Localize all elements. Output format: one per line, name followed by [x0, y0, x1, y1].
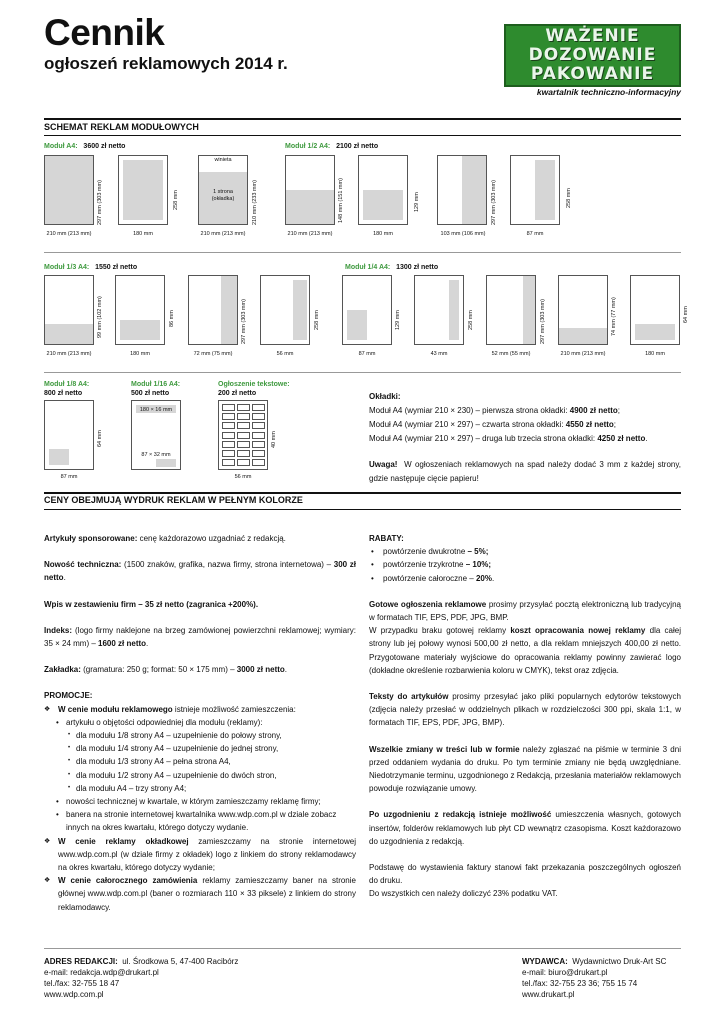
mod-eighth-name: Moduł 1/8 A4:: [44, 381, 90, 388]
rabat-text: powtórzenie całoroczne –: [383, 573, 476, 583]
rabat-value: – 5%;: [467, 547, 489, 557]
mod-text-name: Ogłoszenie tekstowe:: [218, 381, 290, 388]
sponsorowane-text: cenę każdorazowo uzgadniać z redakcją.: [137, 534, 286, 543]
dim-label: 103 mm (106 mm): [440, 231, 486, 237]
diagram-quarter-c: [486, 275, 536, 345]
footer-addr: ul. Środkowa 5, 47-400 Racibórz: [122, 957, 239, 966]
divider: [44, 509, 681, 510]
mod-half-label: [285, 142, 378, 151]
text-ad-slot: [237, 459, 250, 466]
diagram-third-h: [44, 275, 94, 345]
teksty: [369, 690, 681, 730]
promo-sub-3-cont: innych na okres kwartału, którego dotyczy wydanie.: [66, 823, 249, 833]
diagram-fill: [45, 324, 93, 344]
divider: [44, 135, 681, 136]
mod-quarter-label: [345, 263, 438, 272]
promocje-item-2: [44, 835, 356, 875]
dim-label: 148 mm (151 mm): [338, 178, 344, 223]
dim-label: 64 mm: [683, 306, 689, 323]
rabat-text: powtórzenie trzykrotne: [383, 560, 466, 570]
rabat-item: [369, 558, 681, 571]
text-ad-slot: [252, 459, 265, 466]
indeks-price: 1600 zł netto: [98, 639, 147, 649]
winieta-label: winieta: [214, 157, 232, 163]
rabat-value: 20%: [475, 573, 492, 583]
promo-label: W cenie całorocznego zamówienia: [58, 876, 198, 886]
mod-third-price: 1550 zł netto: [95, 264, 138, 271]
footer-label: ADRES REDAKCJI:: [44, 957, 118, 966]
dim-label: 72 mm (75 mm): [193, 351, 233, 357]
gotowe-text: W przypadku braku gotowej reklamy: [369, 626, 511, 636]
dim-label: 210 mm (213 mm): [287, 231, 333, 237]
promo-sub-2: • nowości technicznej w kwartale, w którym zamieszczamy reklamę firmy;: [44, 795, 356, 808]
dim-label: 56 mm: [234, 474, 252, 480]
diagram-third-v: [188, 275, 238, 345]
text-ad-slot: [237, 441, 250, 448]
footer-publisher: [522, 956, 692, 967]
text-ad-slot: [252, 404, 265, 411]
dim-label: 210 mm (213 mm): [46, 231, 92, 237]
text-ad-slot: [222, 432, 235, 439]
rabat-text: powtórzenie dwukrotne: [383, 547, 468, 557]
diagram-fill: [293, 280, 307, 340]
diagram-fill: [123, 160, 163, 220]
indeks: [44, 624, 356, 650]
divider: [44, 118, 681, 120]
diagram-fill: [449, 280, 459, 340]
teksty-text: prosimy przesyłać jako pliki popularnych edytorów tekstowych (zdjęcia należy przesłać w oddzielnych plikach w rozdzielczości 300 ppi, skala 1:1, w formatach TIF, EPS, PDF, JPG, BMP).: [369, 692, 681, 728]
divider: [44, 492, 681, 494]
text-ad-slot: [222, 413, 235, 420]
footer-email[interactable]: e-mail: biuro@drukart.pl: [522, 968, 608, 977]
mod-third-label: [44, 263, 137, 272]
promo-subitem: • dla modułu 1/4 strony A4 – uzupełnienie do jednej strony,: [44, 742, 356, 755]
diagram-a4-net: [118, 155, 168, 225]
gotowe-1: [369, 598, 681, 624]
text-ad-slot: [237, 450, 250, 457]
diagram-fill: [462, 156, 486, 224]
diagram-fill: [559, 328, 607, 344]
okladki-price: 4900 zł netto: [569, 406, 618, 415]
promo-text: istnieje możliwość zamieszczenia:: [172, 704, 296, 714]
nowosc: [44, 558, 356, 584]
gotowe-bold: koszt opracowania nowej reklamy: [510, 626, 646, 636]
promo-sub-3: • banera na stronie internetowej kwartalnika www.wdp.com.pl w dziale zobacz: [44, 808, 356, 821]
zakladka-price: 3000 zł netto: [236, 665, 285, 675]
faktura: Podstawę do wystawienia faktury stanowi fakt przekazania poszczególnych ogłoszeń do druku.: [369, 863, 681, 886]
dim-label: 297 mm (303 mm): [491, 180, 497, 225]
rabat-item: [369, 572, 681, 585]
mod-a4-label: [44, 142, 125, 151]
mod-third-name: Moduł 1/3 A4:: [44, 264, 90, 271]
okladki-price: 4550 zł netto: [565, 420, 614, 429]
zmiany-label: Wszelkie zmiany w treści lub w formie: [369, 744, 520, 754]
mod-a4-price: 3600 zł netto: [83, 143, 126, 150]
indeks-label: Indeks:: [44, 625, 73, 635]
zakladka: [44, 663, 356, 676]
diagram-fill: [535, 160, 555, 220]
text-ad-slot: [237, 413, 250, 420]
mod-sixteenth-name: Moduł 1/16 A4:: [131, 381, 181, 388]
dim-label: 87 mm: [526, 231, 544, 237]
uzgodnienie-text: umieszczenia własnych, gotowych insertów, folderów reklamowych lub płyt CD wewnątrz czasopisma. Koszt każdorazowo do uzgodnienia z redakcją.: [369, 810, 681, 846]
kolor-title: CENY OBEJMUJĄ WYDRUK REKLAM W PEŁNYM KOLORZE: [44, 495, 303, 505]
diagram-fill: [45, 156, 93, 224]
nowosc-price: 300 zł netto: [44, 560, 357, 583]
dim-label: 74 mm (77 mm): [611, 297, 617, 336]
footer-redakcja: [44, 956, 364, 1000]
rabaty-title: RABATY:: [369, 534, 404, 543]
vat: Do wszystkich cen należy doliczyć 23% podatku VAT.: [369, 889, 558, 899]
okladki-block: [369, 390, 681, 486]
dim-label: 43 mm: [430, 351, 448, 357]
page-subtitle: ogłoszeń reklamowych 2014 r.: [44, 54, 288, 73]
indeks-end: .: [146, 639, 149, 649]
dim-label: 210 mm (213 mm): [560, 351, 606, 357]
diagram-half-v: [437, 155, 487, 225]
diagram-half-v-net: [510, 155, 560, 225]
diagram-third-h-net: [115, 275, 165, 345]
mod-sixteenth-price: 500 zł netto: [131, 390, 170, 397]
nowosc-label: Nowość techniczna:: [44, 560, 122, 570]
mod-text-label: [218, 380, 318, 398]
dim-label: 87 mm: [60, 474, 78, 480]
uzgodnienie: [369, 808, 681, 848]
divider: [44, 372, 681, 373]
dim-label: 180 mm: [373, 231, 393, 237]
footer-tel: tel./fax: 32-755 18 47: [44, 979, 120, 988]
schemat-title: SCHEMAT REKLAM MODUŁOWYCH: [44, 122, 199, 132]
footer-email[interactable]: e-mail: redakcja.wdp@drukart.pl: [44, 968, 159, 977]
dim-label: 99 mm (102 mm): [97, 296, 103, 338]
footer-wydawca: [522, 956, 692, 1000]
dim-label: 40 mm: [271, 431, 277, 448]
text-ad-slot: [237, 432, 250, 439]
text-ad-slot: [252, 422, 265, 429]
diagram-text-ads: [218, 400, 268, 470]
zakladka-end: .: [284, 665, 288, 675]
nowosc-text: (1500 znaków, grafika, nazwa firmy, strona internetowa) –: [121, 560, 334, 570]
zakladka-text: (gramatura: 250 g; format: 50 × 175 mm) –: [80, 665, 237, 675]
page-title: Cennik: [44, 12, 165, 53]
promo-subitem: • dla modułu 1/2 strony A4 – uzupełnienie do dwóch stron,: [44, 769, 356, 782]
mod-half-name: Moduł 1/2 A4:: [285, 143, 331, 150]
dim-label: 258 mm: [314, 310, 320, 330]
text-ad-slot: [222, 459, 235, 466]
okladki-end: .: [645, 434, 648, 443]
promocje-title: PROMOCJE:: [44, 691, 93, 701]
okladki-end: ;: [617, 406, 621, 415]
promocje-item-1: [44, 703, 356, 716]
mod-half-price: 2100 zł netto: [336, 143, 379, 150]
diagram-third-v-net: [260, 275, 310, 345]
dim-label: 297 mm (303 mm): [241, 299, 247, 344]
dim-label: 258 mm: [468, 310, 474, 330]
right-column: [369, 532, 681, 901]
diagram-half-net: [358, 155, 408, 225]
promo-subitem: • dla modułu 1/8 strony A4 – uzupełnienie do połowy strony,: [44, 729, 356, 742]
text-ad-slot: [252, 450, 265, 457]
mod-eighth-label: [44, 380, 114, 398]
mod-text-price: 200 zł netto: [218, 390, 257, 397]
wpis: Wpis w zestawieniu firm – 35 zł netto (zagranica +200%).: [44, 599, 259, 609]
promo-text: zamieszczamy na stronie internetowej www.wdp.com.pl (w dziale firmy z okładek) logo z linkiem do strony reklamodawcy na okres kwartału, którego dotyczy wydanie;: [58, 836, 357, 873]
dim-label: 210 mm (213 mm): [46, 351, 92, 357]
sponsorowane-label: Artykuły sponsorowane:: [44, 534, 138, 543]
gotowe-2: [369, 624, 681, 677]
okladki-line-1: [369, 404, 681, 418]
dim-label: 180 mm: [130, 351, 150, 357]
zmiany: [369, 743, 681, 796]
strona-label: 1 strona (okładka): [211, 189, 235, 202]
diagram-fill: [156, 459, 176, 467]
dim-label: 86 mm: [169, 310, 175, 327]
uwaga-label: Uwaga!: [369, 460, 398, 469]
dim-label: 87 mm: [358, 351, 376, 357]
footer-publisher-name: Wydawnictwo Druk-Art SC: [572, 957, 667, 966]
text-ad-slot: [252, 432, 265, 439]
okladki-price: 4250 zł netto: [597, 434, 646, 443]
sponsorowane: [44, 532, 356, 545]
rabat-value: – 10%;: [465, 560, 492, 570]
diagram-fill: [523, 276, 535, 344]
okladki-text: Moduł A4 (wymiar 210 × 297) – czwarta strona okładki:: [369, 420, 566, 429]
dim-label: 210 mm (233 mm): [252, 180, 258, 225]
promocje-item-3: [44, 874, 356, 914]
dim-label: 64 mm: [97, 430, 103, 447]
diagram-a4-full: [44, 155, 94, 225]
dim-label: 258 mm: [566, 188, 572, 208]
uwaga-note: [369, 458, 681, 486]
okladki-text: Moduł A4 (wymiar 210 × 230) – pierwsza strona okładki:: [369, 406, 570, 415]
text-ad-slot: [237, 404, 250, 411]
diagram-quarter-b: [414, 275, 464, 345]
diagram-half-h: [285, 155, 335, 225]
gotowe-text: dla całej strony lub jej połowy wynosi 500,00 zł netto, a dla reklam mniejszych 400,00 zł netto. Przygotowane materiały wyjściowe do opracowania reklamy powinny zawierać logo (dokładne określenie rozbarwienia koloru w CMYK), tekst oraz zdjęcia.: [369, 626, 681, 675]
text-ad-slot: [252, 413, 265, 420]
dim-label: 56 mm: [276, 351, 294, 357]
text-ad-grid: [222, 404, 266, 468]
promo-label: W cenie reklamy okładkowej: [58, 836, 189, 846]
diagram-fill: [286, 190, 334, 224]
diagram-eighth: [44, 400, 94, 470]
footer-label: WYDAWCA:: [522, 957, 568, 966]
rabat-item: [369, 545, 681, 558]
diagram-quarter-d: [558, 275, 608, 345]
text-ad-slot: [222, 404, 235, 411]
diagram-fill: [363, 190, 403, 220]
promo-text: reklamy zamieszczamy baner na stronie głównej www.wdp.com.pl (baner o rozmiarach 110 × 33 piksele) z linkiem do strony reklamodawcy.: [58, 876, 356, 912]
magazine-logo: [504, 24, 681, 87]
dim-label: 258 mm: [173, 190, 179, 210]
footer-www[interactable]: www.wdp.com.pl: [44, 990, 104, 999]
logo-line-1: WAŻENIE: [545, 26, 640, 46]
mod-quarter-price: 1300 zł netto: [396, 264, 439, 271]
okladki-text: Moduł A4 (wymiar 210 × 297) – druga lub trzecia strona okładki:: [369, 434, 598, 443]
diagram-fill: [49, 449, 69, 465]
dim-label: 180 × 16 mm: [139, 407, 173, 413]
promo-subitem: • dla modułu A4 – trzy strony A4;: [44, 782, 356, 795]
indeks-text: (logo firmy naklejone na brzeg zamówionej powierzchni reklamowej; wymiary: 35 × 24 mm) –: [44, 625, 356, 649]
promo-label: W cenie modułu reklamowego: [58, 704, 173, 714]
uzgodnienie-label: Po uzgodnieniu z redakcją istnieje możliwość: [369, 810, 552, 820]
divider: [44, 252, 681, 253]
nowosc-end: .: [63, 573, 66, 583]
okladki-title: Okładki:: [369, 392, 401, 401]
left-column: [44, 532, 356, 914]
logo-line-2: DOZOWANIE: [528, 45, 657, 65]
rabat-end: .: [491, 573, 495, 583]
dim-label: 129 mm: [395, 310, 401, 330]
okladki-line-2: [369, 418, 681, 432]
dim-label: 180 mm: [133, 231, 153, 237]
text-ad-slot: [237, 422, 250, 429]
dim-label: 297 mm (303 mm): [540, 299, 546, 344]
diagram-quarter-a: [342, 275, 392, 345]
dim-label: 180 mm: [645, 351, 665, 357]
diagram-fill: [120, 320, 160, 340]
diagram-quarter-e: [630, 275, 680, 345]
uwaga-text: W ogłoszeniach reklamowych na spad należy dodać 3 mm z każdej strony, gdzie następuje cięcie papieru!: [369, 460, 681, 483]
diagram-fill: [635, 324, 675, 340]
text-ad-slot: [252, 441, 265, 448]
dim-label: 210 mm (213 mm): [200, 231, 246, 237]
footer-www[interactable]: www.drukart.pl: [522, 990, 575, 999]
dim-label: 87 × 32 mm: [141, 452, 171, 458]
zakladka-label: Zakładka:: [44, 665, 81, 675]
divider: [44, 948, 681, 949]
diagram-fill: [347, 310, 367, 340]
zmiany-text: należy zgłaszać na piśmie w terminie 3 dni przed oddaniem wydania do druku. Po tym terminie zmiany nie będą uwzględniane. Niedotrzymanie terminu, uzgodnionego z Redakcją, przesłania materiałów reklamowych powoduje rozwiązanie umowy.: [369, 744, 681, 794]
mod-a4-name: Moduł A4:: [44, 143, 78, 150]
okladki-line-3: [369, 432, 681, 446]
dim-label: 52 mm (55 mm): [491, 351, 531, 357]
gotowe-label: Gotowe ogłoszenia reklamowe: [369, 599, 487, 609]
dim-label: 129 mm: [414, 192, 420, 212]
promo-subitem: • dla modułu 1/3 strony A4 – pełna strona A4,: [44, 755, 356, 768]
logo-tagline: kwartalnik techniczno-informacyjny: [536, 87, 681, 97]
mod-eighth-price: 800 zł netto: [44, 390, 83, 397]
footer-tel: tel./fax: 32-755 23 36; 755 15 74: [522, 979, 638, 988]
dim-label: 297 mm (303 mm): [97, 180, 103, 225]
text-ad-slot: [222, 450, 235, 457]
text-ad-slot: [222, 422, 235, 429]
mod-quarter-name: Moduł 1/4 A4:: [345, 264, 391, 271]
footer-address: [44, 956, 364, 967]
okladki-end: ;: [613, 420, 617, 429]
logo-line-3: PAKOWANIE: [530, 64, 655, 84]
text-ad-slot: [222, 441, 235, 448]
mod-sixteenth-label: [131, 380, 211, 398]
teksty-label: Teksty do artykułów: [369, 692, 449, 702]
diagram-fill: [221, 276, 237, 344]
gotowe-text: prosimy przysyłać pocztą elektroniczną lub tradycyjną w formatach TIF, EPS, PDF, JPG, BMP.: [369, 599, 681, 623]
promo-sub-1: • artykułu o objętości odpowiedniej dla modułu (reklamy):: [44, 716, 356, 729]
